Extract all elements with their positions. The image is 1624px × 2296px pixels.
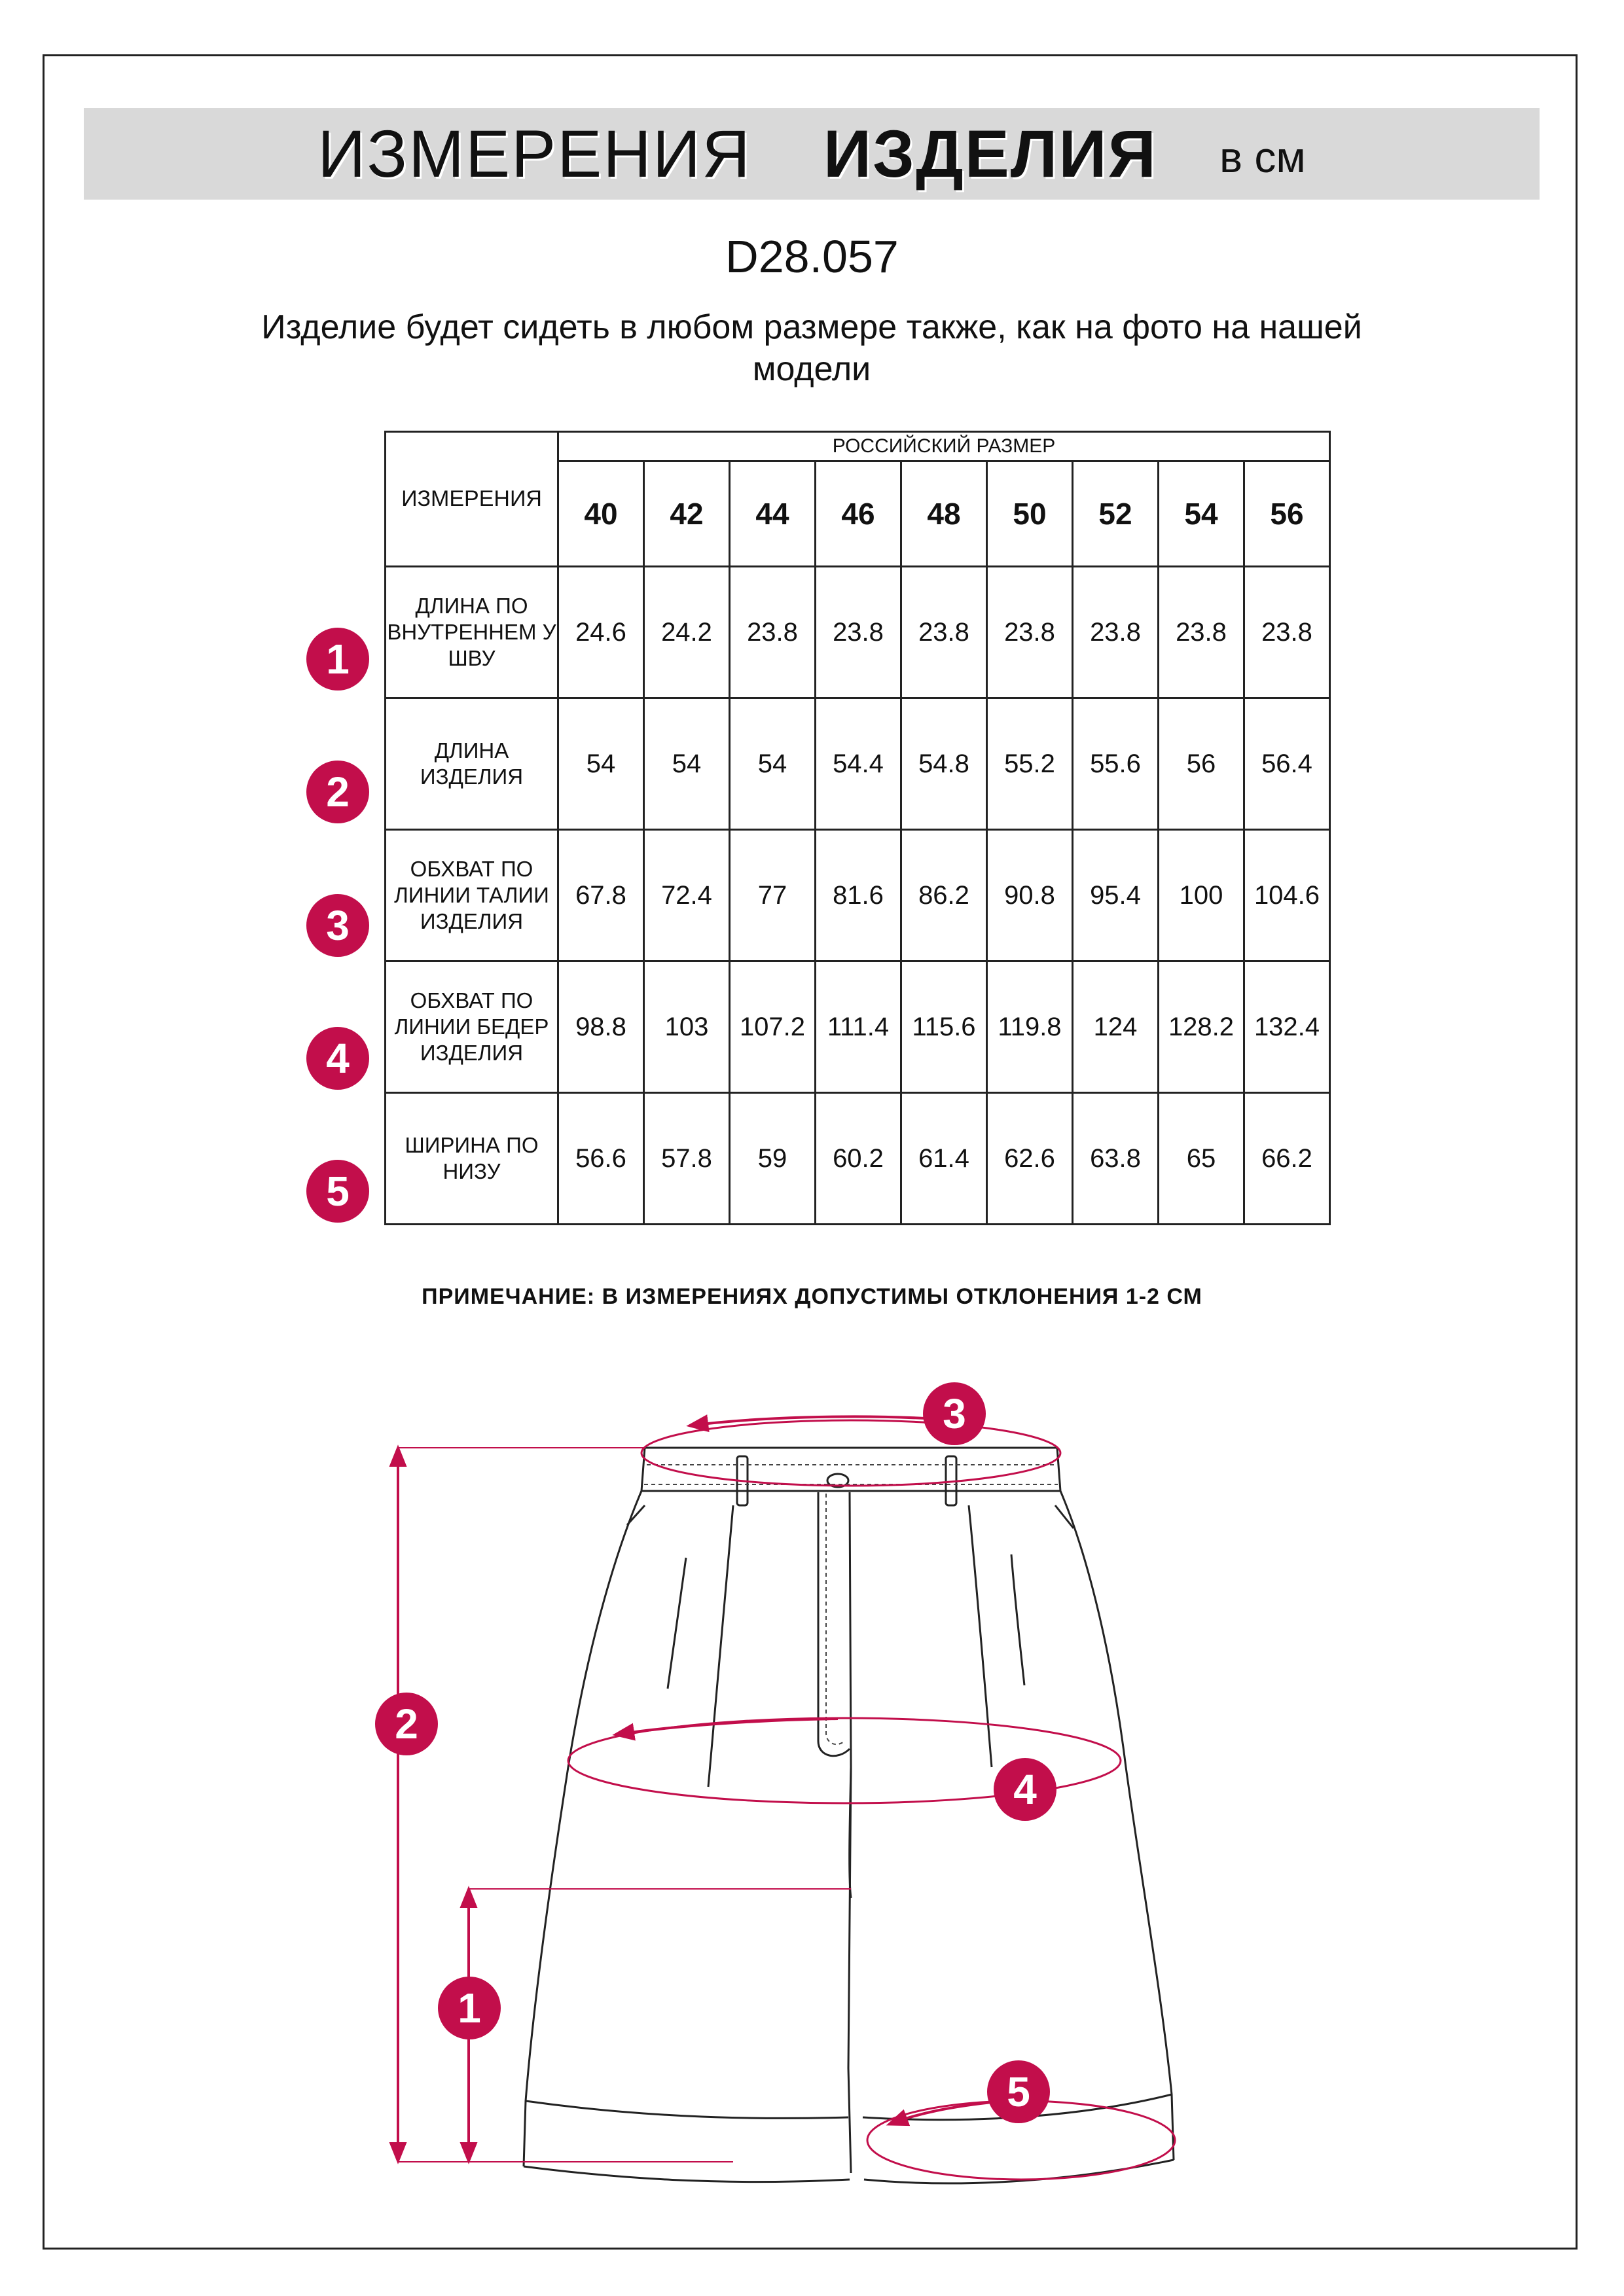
table-cell: 119.8 — [987, 961, 1073, 1093]
table-cell: 54 — [730, 698, 816, 830]
row-badge-1: 1 — [306, 628, 369, 691]
table-cell: 107.2 — [730, 961, 816, 1093]
table-cell: 23.8 — [730, 567, 816, 698]
table-cell: 60.2 — [816, 1093, 901, 1225]
article-number: D28.057 — [725, 231, 899, 282]
table-cell: 23.8 — [901, 567, 987, 698]
table-cell: 54.4 — [816, 698, 901, 830]
table-cell: 67.8 — [558, 830, 644, 961]
table-cell: 103 — [644, 961, 730, 1093]
row-badge-4: 4 — [306, 1027, 369, 1090]
table-cell: 56.4 — [1244, 698, 1330, 830]
table-cell: 56.6 — [558, 1093, 644, 1225]
table-cell: 132.4 — [1244, 961, 1330, 1093]
table-cell: 81.6 — [816, 830, 901, 961]
table-cell: 61.4 — [901, 1093, 987, 1225]
corner-label: ИЗМЕРЕНИЯ — [386, 432, 558, 567]
size-header: 42 — [644, 461, 730, 567]
table-cell: 23.8 — [987, 567, 1073, 698]
table-cell: 23.8 — [816, 567, 901, 698]
table-cell: 23.8 — [1159, 567, 1244, 698]
size-header: 44 — [730, 461, 816, 567]
row-label: ДЛИНА ПО ВНУТРЕННЕМ У ШВУ — [386, 567, 558, 698]
table-cell: 23.8 — [1244, 567, 1330, 698]
title-light: ИЗМЕРЕНИЯ — [317, 116, 751, 191]
table-cell: 54 — [558, 698, 644, 830]
row-label: ОБХВАТ ПО ЛИНИИ БЕДЕР ИЗДЕЛИЯ — [386, 961, 558, 1093]
table-cell: 90.8 — [987, 830, 1073, 961]
table-cell: 63.8 — [1073, 1093, 1159, 1225]
table-cell: 104.6 — [1244, 830, 1330, 961]
table-cell: 128.2 — [1159, 961, 1244, 1093]
table-cell: 24.6 — [558, 567, 644, 698]
table-cell: 95.4 — [1073, 830, 1159, 961]
size-header: 50 — [987, 461, 1073, 567]
table-cell: 54.8 — [901, 698, 987, 830]
table-cell: 98.8 — [558, 961, 644, 1093]
size-header: 40 — [558, 461, 644, 567]
size-header: 48 — [901, 461, 987, 567]
diagram-badge-1: 1 — [438, 1977, 501, 2039]
size-header: 46 — [816, 461, 901, 567]
diagram-badge-3: 3 — [923, 1382, 986, 1445]
table-cell: 23.8 — [1073, 567, 1159, 698]
table-cell: 57.8 — [644, 1093, 730, 1225]
row-badge-3: 3 — [306, 894, 369, 957]
table-cell: 54 — [644, 698, 730, 830]
diagram-badge-2: 2 — [375, 1693, 438, 1755]
title-unit: в см — [1219, 133, 1306, 181]
row-badge-5: 5 — [306, 1160, 369, 1223]
fit-note: Изделие будет сидеть в любом размере также, как на фото на нашей модели — [261, 308, 1362, 388]
table-cell: 55.6 — [1073, 698, 1159, 830]
shorts-outline — [524, 1448, 1174, 2183]
measure-lines — [398, 1416, 1175, 2179]
table-cell: 66.2 — [1244, 1093, 1330, 1225]
table-cell: 24.2 — [644, 567, 730, 698]
table-cell: 56 — [1159, 698, 1244, 830]
row-badge-2: 2 — [306, 761, 369, 823]
diagram-badge-4: 4 — [994, 1758, 1056, 1821]
tolerance-note: ПРИМЕЧАНИЕ: В ИЗМЕРЕНИЯХ ДОПУСТИМЫ ОТКЛОНЕНИЯ 1-2 СМ — [422, 1284, 1202, 1309]
table-cell: 65 — [1159, 1093, 1244, 1225]
table-cell: 111.4 — [816, 961, 901, 1093]
table-cell: 62.6 — [987, 1093, 1073, 1225]
table-cell: 86.2 — [901, 830, 987, 961]
table-cell: 77 — [730, 830, 816, 961]
size-header: 56 — [1244, 461, 1330, 567]
table-cell: 59 — [730, 1093, 816, 1225]
row-label: ШИРИНА ПО НИЗУ — [386, 1093, 558, 1225]
table-cell: 100 — [1159, 830, 1244, 961]
size-header: 54 — [1159, 461, 1244, 567]
row-label: ДЛИНА ИЗДЕЛИЯ — [386, 698, 558, 830]
row-label: ОБХВАТ ПО ЛИНИИ ТАЛИИ ИЗДЕЛИЯ — [386, 830, 558, 961]
size-header: 52 — [1073, 461, 1159, 567]
table-cell: 72.4 — [644, 830, 730, 961]
sizes-caption: РОССИЙСКИЙ РАЗМЕР — [558, 432, 1330, 461]
table-cell: 55.2 — [987, 698, 1073, 830]
diagram-badge-5: 5 — [987, 2060, 1050, 2123]
title-bold: ИЗДЕЛИЯ — [823, 116, 1157, 191]
table-cell: 115.6 — [901, 961, 987, 1093]
table-cell: 124 — [1073, 961, 1159, 1093]
